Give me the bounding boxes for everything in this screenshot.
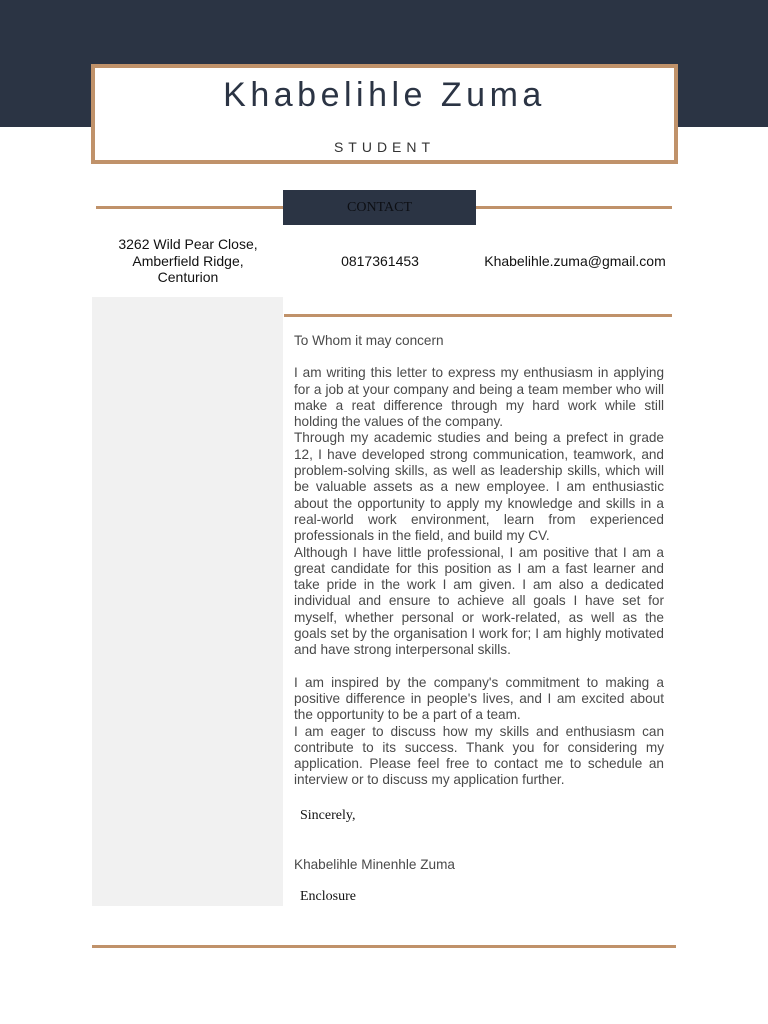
applicant-name: Khabelihle Zuma [223, 76, 546, 114]
name-box [91, 64, 678, 164]
letter-closing: Sincerely, [300, 808, 356, 823]
letter-paragraph: Through my academic studies and being a prefect in grade 12, I have developed strong communication, teamwork, and problem-solving skills, as well as leadership skills, which will be valuable assets as a new employee. I am enthusiastic about the opportunity to apply my knowledge and skills in a real-world work environment, learn from experienced professionals in the field, and build my CV. [294, 430, 664, 544]
contact-address: 3262 Wild Pear Close, Amberfield Ridge, Centurion [118, 236, 258, 285]
contact-divider-right [475, 206, 672, 209]
side-panel [92, 297, 283, 906]
letter-signer: Khabelihle Minenhle Zuma [294, 857, 455, 872]
letter-enclosure: Enclosure [300, 889, 356, 904]
contact-heading: CONTACT [283, 190, 476, 225]
letter-paragraph: Although I have little professional, I am positive that I am a great candidate for this position as I am a fast learner and take pride in the work I am given. I am also a dedicated individual and ensure to achieve all goals I have set for myself, whether personal or work-related, as well as the goals set by the organisation I work for; I am highly motivated and have strong interpersonal skills. [294, 544, 664, 658]
letter-paragraph: I am writing this letter to express my enthusiasm in applying for a job at your company and being a team member who will make a reat difference through my hard work while still holding the values of the company. [294, 365, 664, 430]
letter-salutation: To Whom it may concern [294, 333, 444, 348]
letter-paragraph: I am eager to discuss how my skills and enthusiasm can contribute to its success. Thank you for considering my application. Please feel free to contact me to schedule an interview or to discuss my application further. [294, 723, 664, 788]
letter-body [294, 333, 664, 789]
footer-divider [92, 945, 676, 948]
contact-email: Khabelihle.zuma@gmail.com [484, 253, 666, 269]
contact-divider-left [96, 206, 284, 209]
letter-paragraph: I am inspired by the company's commitment to making a positive difference in people's lives, and I am excited about the opportunity to be a part of a team. [294, 674, 664, 723]
applicant-role: STUDENT [333, 139, 436, 155]
contact-phone: 0817361453 [341, 253, 419, 269]
letter-divider [284, 314, 672, 317]
